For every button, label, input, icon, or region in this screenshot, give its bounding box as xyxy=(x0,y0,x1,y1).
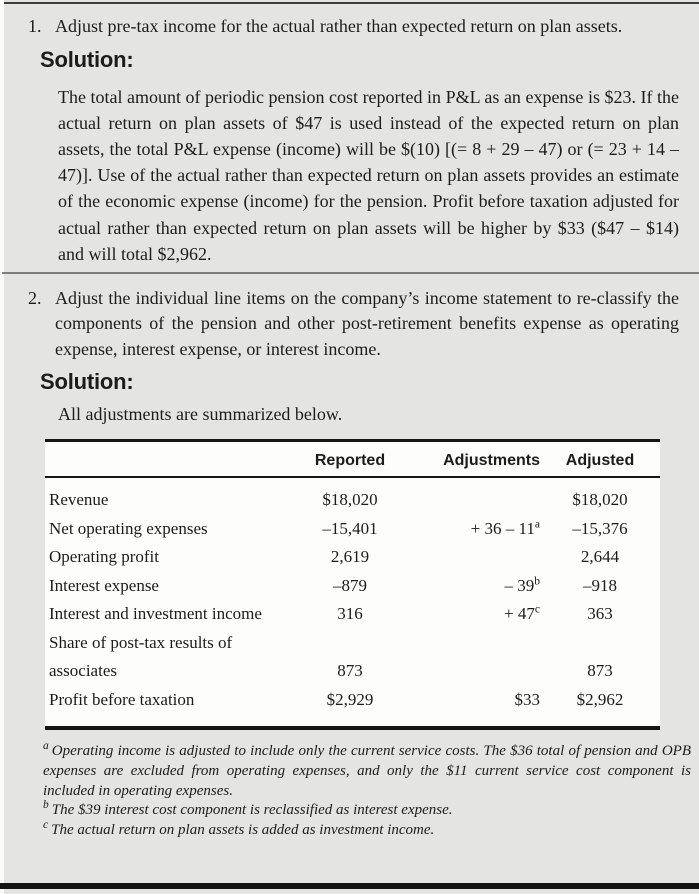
question-item-1 xyxy=(28,14,679,40)
cell-adjustments xyxy=(415,543,540,572)
solution-1-paragraph: The total amount of periodic pension cost reported in P&L as an expense is $23. If the actual return on plan assets of $47 is used instead of the expected return on plan assets, the total P&L expense (income) will be $(10) [(= 8 + 29 – 47) or (= 23 + 14 – 47)]. Use of the actual rather than expected return on plan assets provides an estimate of the economic expense (income) for the pension. Profit before taxation adjusted for actual rather than expected return on plan assets will be higher by $33 ($47 – $14) and will total $2,962. xyxy=(58,86,679,264)
footnote-ref: a xyxy=(534,518,540,531)
cell-reported: –15,401 xyxy=(322,518,378,538)
cell-adjusted: $18,020 xyxy=(572,490,628,510)
section-divider xyxy=(2,272,699,274)
question-item-2 xyxy=(28,286,679,363)
question-text: Adjust the individual line items on the company’s income statement to re-classify the components of the pension and other post-retirement benefits expense as operating expense, interest expense, or interest income. xyxy=(55,287,679,359)
question-number: 2. xyxy=(28,287,42,308)
cell-reported: 2,619 xyxy=(330,547,370,567)
footnote-ref: c xyxy=(534,603,540,616)
cell-adjusted: 363 xyxy=(587,604,613,624)
cell-reported: $18,020 xyxy=(322,490,378,510)
footnote-ref: b xyxy=(534,575,540,588)
cell-adjustments xyxy=(415,515,540,544)
footnotes xyxy=(43,742,691,840)
question-text: Adjust pre-tax income for the actual rather than expected return on plan assets. xyxy=(55,16,623,36)
footnote-text: Operating income is adjusted to include only the current service costs. The $36 total of pension and OPB expenses are excluded from operating expenses, and only the $11 current service cost component is included in operating expenses. xyxy=(43,743,691,799)
cell-reported: 873 xyxy=(337,661,363,681)
adjustment-value: $33 xyxy=(514,689,540,709)
adjustment-value: + 36 – 11 xyxy=(470,518,535,538)
cell-adjustments xyxy=(415,477,540,515)
cell-reported: 316 xyxy=(337,604,363,624)
cell-label: Operating profit xyxy=(49,547,159,567)
table-row xyxy=(45,686,660,729)
adjustments-table xyxy=(45,439,660,730)
cell-adjustments xyxy=(415,600,540,629)
solution-heading-1: Solution: xyxy=(40,46,134,72)
cell-adjusted: 873 xyxy=(587,661,613,681)
cell-label: Interest expense xyxy=(49,575,159,595)
column-header-adjusted: Adjusted xyxy=(540,441,660,478)
table-row xyxy=(45,629,660,686)
table-row xyxy=(45,572,660,601)
adjustment-value: – 39 xyxy=(504,575,535,595)
cell-reported: –879 xyxy=(333,575,367,595)
column-header-adjustments: Adjustments xyxy=(415,441,540,478)
table-row xyxy=(45,515,660,544)
column-header-blank xyxy=(45,441,285,478)
footnote-marker: a xyxy=(43,740,49,753)
cell-label: Revenue xyxy=(49,490,109,510)
cell-adjustments xyxy=(415,686,540,729)
table-row xyxy=(45,477,660,515)
cell-label: Net operating expenses xyxy=(49,518,208,538)
cell-reported: $2,929 xyxy=(326,689,374,709)
footnote-marker: b xyxy=(43,799,49,812)
cell-label: Share of post-tax results of associates xyxy=(49,632,233,681)
footnote-c xyxy=(43,818,691,841)
solution-2-intro: All adjustments are summarized below. xyxy=(58,404,343,425)
cell-adjusted: 2,644 xyxy=(580,547,620,567)
bottom-rule xyxy=(0,883,699,889)
table-row xyxy=(45,600,660,629)
column-header-reported: Reported xyxy=(285,441,415,478)
cell-adjustments xyxy=(415,629,540,686)
table-header-row xyxy=(45,441,660,478)
table-row xyxy=(45,543,660,572)
footnote-marker: c xyxy=(43,818,49,831)
adjustment-value: + 47 xyxy=(504,604,535,624)
footnote-text: The actual return on plan assets is added as investment income. xyxy=(51,821,435,838)
footnote-a xyxy=(43,742,691,801)
cell-adjustments xyxy=(415,572,540,601)
footnote-text: The $39 interest cost component is reclassified as interest expense. xyxy=(51,802,453,819)
cell-adjusted: –918 xyxy=(583,575,617,595)
page-content xyxy=(4,0,699,894)
cell-label: Profit before taxation xyxy=(49,689,195,709)
question-number: 1. xyxy=(28,16,42,36)
footnote-b xyxy=(43,801,691,821)
solution-heading-2: Solution: xyxy=(40,369,134,395)
cell-label: Interest and investment income xyxy=(49,604,262,624)
cell-adjusted: –15,376 xyxy=(572,518,628,538)
cell-adjusted: $2,962 xyxy=(576,689,624,709)
